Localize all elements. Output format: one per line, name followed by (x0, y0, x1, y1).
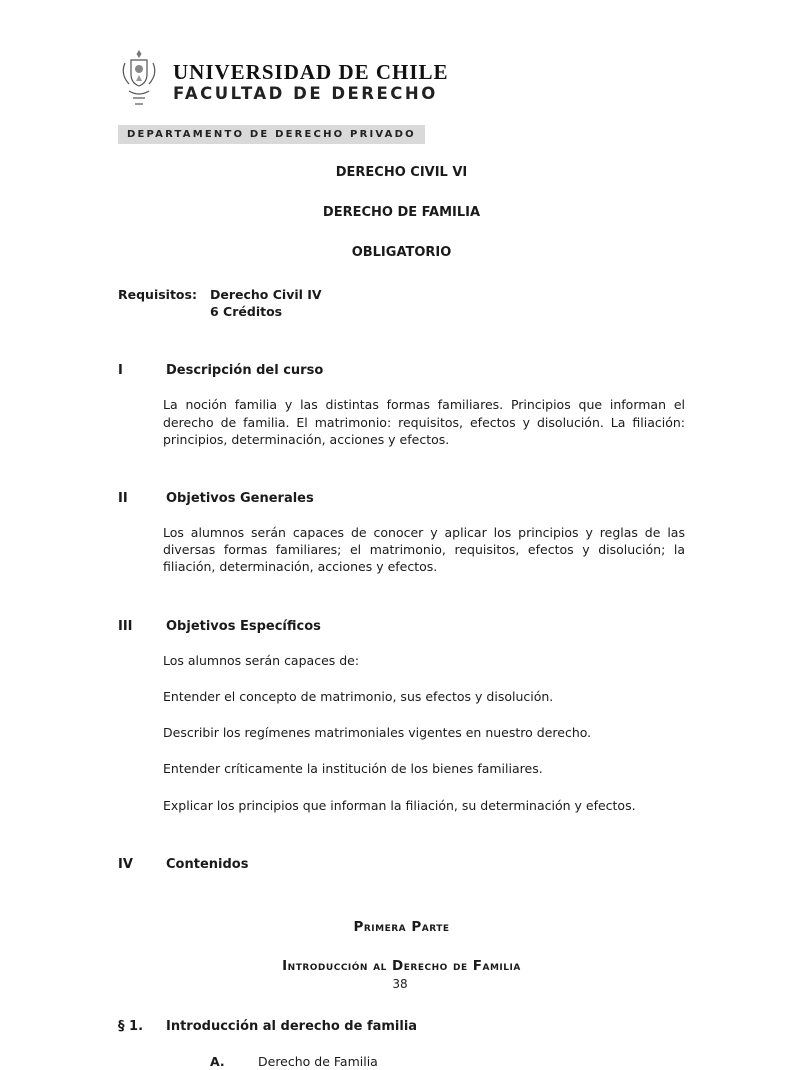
section-title: Contenidos (166, 856, 249, 872)
course-title-block (118, 164, 685, 262)
section-heading-4 (118, 856, 685, 874)
section-paragraph: Describir los regímenes matrimoniales vigentes en nuestro derecho. (163, 725, 592, 741)
section-paragraph: Los alumnos serán capaces de: (163, 652, 360, 668)
university-crest-icon (118, 48, 160, 116)
part-title: Primera Parte (353, 918, 450, 935)
part-subtitle: Introducción al Derecho de Familia (282, 958, 521, 975)
section-paragraph: Entender críticamente la institución de los bienes familiares. (163, 761, 543, 777)
section-numeral: III (118, 618, 133, 634)
course-subject: DERECHO DE FAMILIA (322, 204, 481, 220)
section-body-2 (163, 524, 685, 576)
section-numeral: I (118, 363, 123, 379)
section-body-1 (163, 396, 685, 448)
course-title: DERECHO CIVIL VI (335, 165, 468, 181)
outline-section-heading (118, 1018, 685, 1036)
outline-section-title: Introducción al derecho de familia (166, 1019, 418, 1035)
header-logo-block (118, 48, 685, 116)
requirements-items (210, 286, 322, 321)
requirements-block (118, 286, 685, 321)
section-heading-1 (118, 362, 685, 380)
section-paragraph: Entender el concepto de matrimonio, sus efectos y disolución. (163, 688, 554, 704)
faculty-name: FACULTAD DE DERECHO (173, 83, 438, 103)
university-names (173, 60, 449, 105)
requirement-item: 6 Créditos (210, 304, 283, 320)
section-paragraph: La noción familia y las distintas formas familiares. Principios que informan el derecho de familia. El matrimonio: requisitos, efectos y disolución. La filiación: principios, determinación, acciones y efectos. (163, 397, 685, 447)
outline-item-letter: A. (210, 1054, 225, 1070)
section-paragraph: Explicar los principios que informan la filiación, su determinación y efectos. (163, 797, 636, 813)
requirements-label: Requisitos: (118, 286, 197, 302)
outline-section-number: § 1. (118, 1019, 144, 1035)
section-paragraph: Los alumnos serán capaces de conocer y aplicar los principios y reglas de las diversas formas familiares; el matrimonio, requisitos, efectos y disolución; la filiación, determinación, acciones y efectos. (163, 524, 685, 575)
section-title: Descripción del curso (166, 363, 324, 379)
course-type: OBLIGATORIO (351, 244, 452, 260)
requirement-item: Derecho Civil IV (210, 286, 322, 302)
section-body-3 (163, 652, 685, 814)
section-title: Objetivos Generales (166, 491, 314, 507)
section-heading-2 (118, 490, 685, 508)
section-numeral: II (118, 491, 128, 507)
outline-item (210, 1053, 685, 1070)
section-heading-3 (118, 618, 685, 636)
university-name: UNIVERSIDAD DE CHILE (173, 59, 449, 84)
outline-item-text: Derecho de Familia (258, 1054, 378, 1070)
section-title: Objetivos Específicos (166, 618, 321, 634)
department-banner: DEPARTAMENTO DE DERECHO PRIVADO (118, 125, 425, 144)
section-numeral: IV (118, 856, 133, 872)
page-number: 38 (392, 977, 408, 992)
